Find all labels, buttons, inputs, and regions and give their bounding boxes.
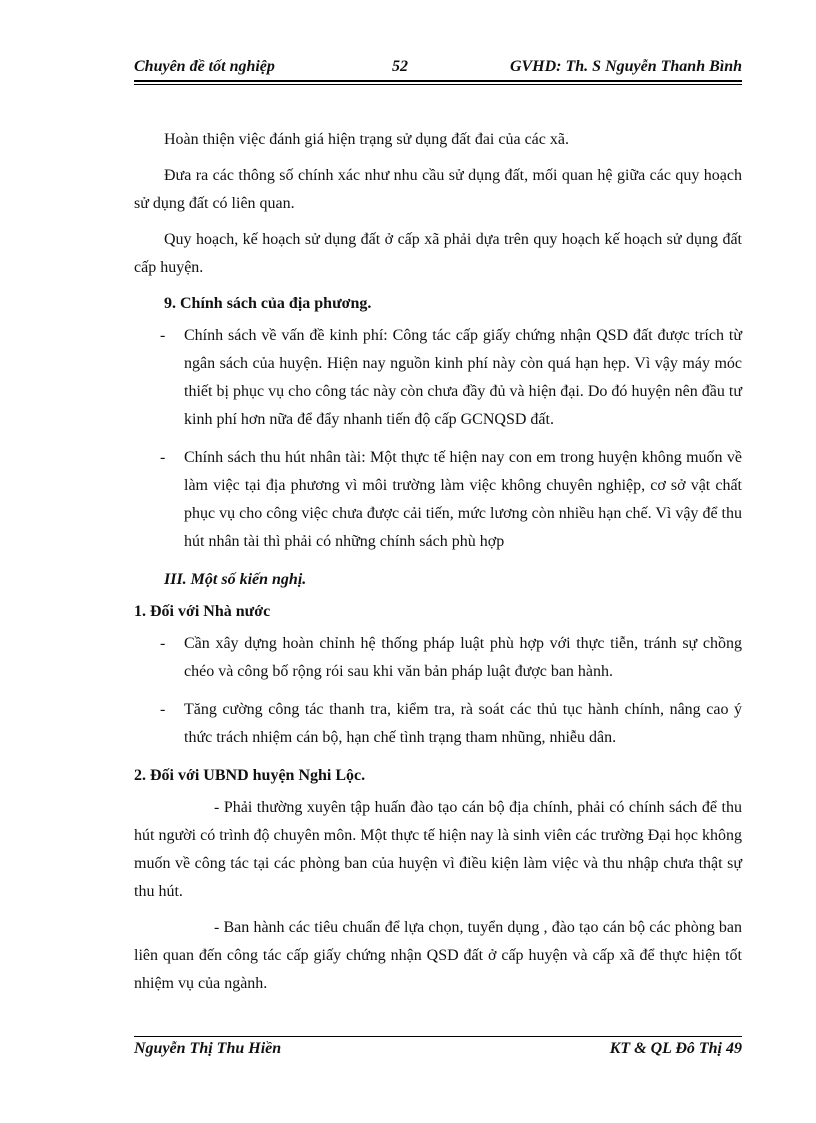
intro-paragraph: Hoàn thiện việc đánh giá hiện trạng sử dụng đất đai của các xã. [164, 131, 569, 148]
header-rule-thick [134, 80, 742, 82]
bullet-text: Cần xây dựng hoàn chỉnh hệ thống pháp luật phù hợp với thực tiễn, tránh sự chồng chéo và công bố rộng rói sau khi văn bản pháp luật được ban hành. [184, 635, 742, 680]
recommendation-paragraph: - Phải thường xuyên tập huấn đào tạo cán bộ địa chính, phải có chính sách để thu hút người có trình độ chuyên môn. Một thực tế hiện nay là sinh viên các trường Đại học không muốn về công tác tại các phòng ban của huyện vì điều kiện làm việc và thu nhập chưa thật sự thu hút. [134, 799, 742, 900]
bullet-item [134, 630, 742, 686]
bullet-dash: - [160, 701, 166, 718]
bullet-text: Tăng cường công tác thanh tra, kiểm tra, rà soát các thủ tục hành chính, nâng cao ý thức trách nhiệm cán bộ, hạn chế tình trạng tham nhũng, nhiễu dân. [184, 701, 742, 746]
footer-rule [134, 1036, 742, 1037]
header-document-type: Chuyên đề tốt nghiệp [134, 58, 275, 75]
page-number: 52 [392, 58, 408, 75]
footer-author: Nguyễn Thị Thu Hiền [134, 1040, 282, 1057]
page-header [134, 54, 742, 80]
intro-paragraph: Đưa ra các thông số chính xác như nhu cầu sử dụng đất, mối quan hệ giữa các quy hoạch sử dụng đất có liên quan. [134, 167, 742, 212]
recommendation-paragraph: - Ban hành các tiêu chuẩn để lựa chọn, tuyển dụng , đào tạo cán bộ các phòng ban liên quan đến công tác cấp giấy chứng nhận QSD đất ở cấp huyện và cấp xã để thực hiện tốt nhiệm vụ của ngành. [134, 919, 742, 992]
bullet-item [134, 444, 742, 556]
footer-class: KT & QL Đô Thị 49 [609, 1040, 742, 1057]
page-body [134, 126, 742, 1006]
bullet-text: Chính sách thu hút nhân tài: Một thực tế hiện nay con em trong huyện không muốn về làm việc tại địa phương vì môi trường làm việc không chuyên nghiệp, cơ sở vật chất phục vụ cho công việc chưa được cải tiến, mức lương còn nhiều hạn chế. Vì vậy để thu hút nhân tài thì phải có những chính sách phù hợp [184, 449, 742, 550]
section-9-heading: 9. Chính sách của địa phương. [164, 295, 372, 312]
bullet-dash: - [160, 449, 166, 466]
intro-paragraph: Quy hoạch, kế hoạch sử dụng đất ở cấp xã phải dựa trên quy hoạch kế hoạch sử dụng đất cấp huyện. [134, 231, 742, 276]
section-iii-heading: III. Một số kiến nghị. [164, 571, 307, 588]
bullet-dash: - [160, 635, 166, 652]
bullet-dash: - [160, 327, 166, 344]
header-supervisor: GVHD: Th. S Nguyễn Thanh Bình [509, 58, 742, 75]
bullet-item [134, 322, 742, 434]
bullet-item [134, 696, 742, 752]
subsection-2-heading: 2. Đối với UBND huyện Nghi Lộc. [134, 767, 366, 784]
header-rule-thin [134, 84, 742, 85]
subsection-1-heading: 1. Đối với Nhà nước [134, 603, 271, 620]
bullet-text: Chính sách về vấn đề kinh phí: Công tác cấp giấy chứng nhận QSD đất được trích từ ngân sách của huyện. Hiện nay nguồn kinh phí này còn quá hạn hẹp. Vì vậy máy móc thiết bị phục vụ cho công tác này còn chưa đầy đủ và hiện đại. Do đó huyện nên đầu tư kinh phí hơn nữa để đẩy nhanh tiến độ cấp GCNQSD đất. [184, 327, 742, 428]
